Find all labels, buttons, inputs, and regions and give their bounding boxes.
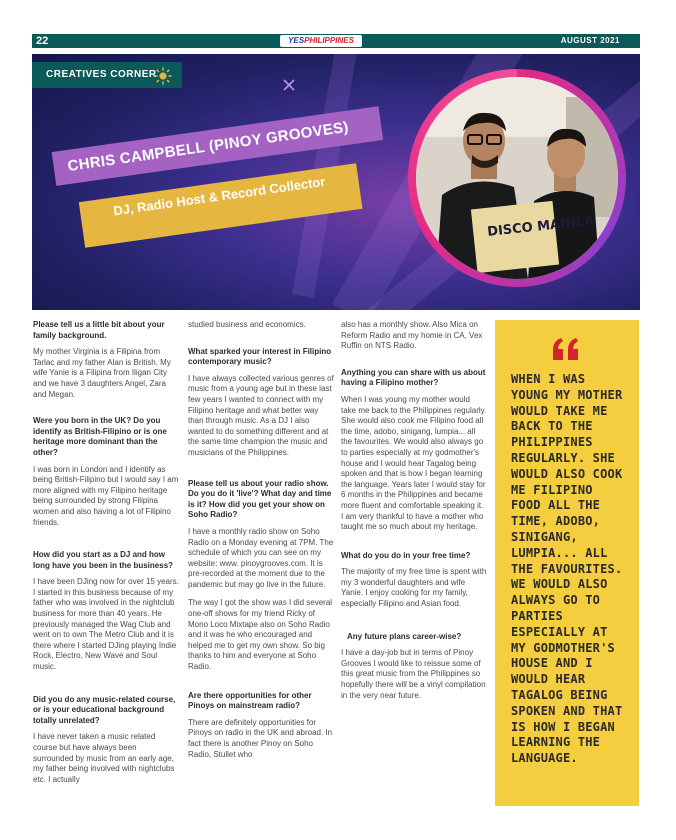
record-sign-label: DISCO MANILA bbox=[486, 213, 595, 240]
answer-continued: also has a monthly show. Also Mica on Reform Radio and my homie in CA, Vex Ruffin on NTS Radio. bbox=[341, 320, 483, 351]
article-column-3 bbox=[341, 320, 487, 717]
two-men-portrait bbox=[416, 77, 618, 279]
answer: I have a monthly radio show on Soho Radio on a Monday evening at 7PM. The schedule of which you can see on my website: www. pinoygrooves.com. It is pre-recorded at the moment due to the pandemic but may go live in the future. bbox=[188, 526, 334, 589]
publication-logo: YESPHILIPPINES bbox=[280, 35, 362, 47]
question: What do you do in your free time? bbox=[341, 550, 471, 560]
pull-quote-box bbox=[495, 320, 639, 806]
question: Were you born in the UK? Do you identify as British-Filipino or is one heritage more dominant than the other? bbox=[33, 416, 167, 457]
question: Please tell us about your radio show. Do you do it 'live'? What day and time is it? How did you get your show on Soho Radio? bbox=[188, 478, 332, 520]
question: What sparked your interest in Filipino contemporary music? bbox=[188, 346, 332, 367]
sparkle-x-icon bbox=[282, 78, 296, 92]
page-header bbox=[32, 34, 640, 48]
answer: I have always collected various genres of music from a young age but in these last few years I wanted to connect with my Filipino heritage and what better way than through music. As a DJ I also wanted to do something different and at the same time champion the music and musicians of the Philippines. bbox=[188, 373, 334, 457]
question: How did you start as a DJ and how long have you been in the business? bbox=[33, 550, 174, 570]
answer: The majority of my free time is spent with my 3 wonderful daughters and wife Yanie. I enjoy cooking for my family, especially Filipino and Asian food. bbox=[341, 567, 487, 609]
question: Please tell us a little bit about your family background. bbox=[33, 320, 165, 340]
question: Any future plans career-wise? bbox=[347, 631, 462, 641]
pull-quote-text: WHEN I WAS YOUNG MY MOTHER WOULD TAKE ME BACK TO THE PHILIPPINES REGULARLY. SHE WOULD ALSO COOK ME FILIPINO FOOD ALL THE TIME, ADOBO, SINIGANG, LUMPIA... ALL THE FAVOURITES. WE WOULD ALSO ALWAYS GO TO PARTIES ESPECIALLY AT MY GODMOTHER'S HOUSE AND I WOULD HEAR TAGALOG BEING SPOKEN AND THAT IS HOW I BEGAN LEARNING THE LANGUAGE. bbox=[511, 372, 623, 766]
quote-mark-icon bbox=[551, 338, 581, 360]
article-column-1 bbox=[33, 320, 179, 801]
sun-icon bbox=[154, 67, 172, 85]
feature-banner bbox=[32, 54, 640, 310]
portrait-photo bbox=[416, 77, 618, 279]
answer: I have a day-job but in terms of Pinoy Grooves I would like to reissue some of this great music from the Philippines so hopefully there will be a vinyl compilation in the very near future. bbox=[341, 648, 486, 700]
issue-date: AUGUST 2021 bbox=[560, 36, 620, 45]
article-column-2 bbox=[188, 320, 334, 776]
question: Anything you can share with us about having a Filipino mother? bbox=[341, 367, 486, 388]
answer: The way I got the show was I did several one-off shows for my friend Ricky of Mono Loco Mixtape also on Soho Radio and it was he who encouraged and helped me to get my own show. So big thanks to him and everyone at Soho Radio. bbox=[188, 598, 333, 672]
answer: When I was young my mother would take me back to the Philippines regularly. She would also cook me Filipino food all the time, adobo, sinigang, lumpia... all the favourites. We would also always go to parties especially at my godmother's house and I would hear Tagalog being spoken and that is how I began learning the language. Years later I would stay for 6 months in the Philippines and became more fluent and comfortable speaking it. I am very thankful to have a mother who taught me so much about my heritage. bbox=[341, 394, 487, 532]
answer: I was born in London and I identify as being British-Filipino but I would say I am more aligned with my Filipino heritage being surrounded by strong Filipina women and also having a lot of Filipino friends. bbox=[33, 464, 179, 527]
section-tag-label: CREATIVES CORNER bbox=[46, 69, 157, 80]
feature-name: CHRIS CAMPBELL (PINOY GROOVES) bbox=[66, 118, 350, 175]
section-tag bbox=[32, 62, 182, 88]
page-number: 22 bbox=[36, 35, 49, 47]
question: Did you do any music-related course, or is your educational background totally unrelated? bbox=[33, 694, 176, 725]
feature-role: DJ, Radio Host & Record Collector bbox=[112, 173, 327, 219]
question: Are there opportunities for other Pinoys on mainstream radio? bbox=[188, 690, 312, 711]
answer: I have never taken a music related course but have always been surrounded by music from an early age, my father being involved with nightclubs etc. I actually bbox=[33, 732, 175, 784]
answer: My mother Virginia is a Filipina from Tarlac and my father Alan is British. My wife Yanie is a Filipina from Iligan City and we have 3 daughters Angel, Zara and Megan. bbox=[33, 347, 171, 399]
answer: There are definitely opportunities for Pinoys on radio in the UK and abroad. In fact there is another Pinoy on Soho Radio, Stullet who bbox=[188, 717, 333, 759]
answer: I have been DJing now for over 15 years. I started in this business because of my father who was involved in the nightclub business for more than 40 years. He previously managed the Wag Club and went on to own The Metro Club and it is there where I started DJing playing Indie Rock, Electro, New Wave and Soul music. bbox=[33, 577, 179, 672]
portrait-ring bbox=[408, 69, 626, 287]
answer-continued: studied business and economics. bbox=[188, 320, 306, 329]
